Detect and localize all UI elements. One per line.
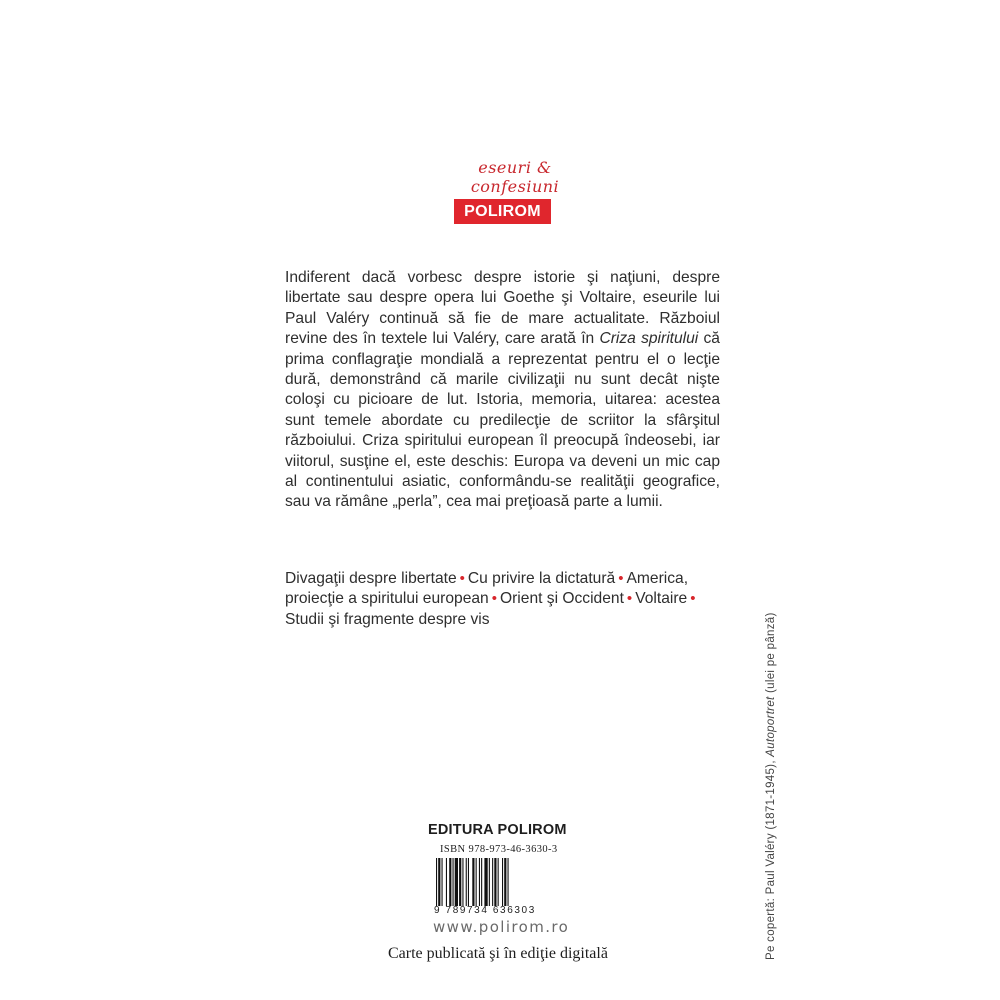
bullet-icon: • <box>459 570 465 587</box>
contents-item: Cu privire la dictatură <box>467 570 616 587</box>
isbn-number: ISBN 978-973-46-3630-3 <box>440 844 558 855</box>
cover-credit-suffix: (ulei pe pânză) <box>765 612 777 697</box>
cover-credit-title: Autoportret <box>765 696 777 757</box>
publisher-logo: POLIROM <box>454 199 551 224</box>
contents-item: Studii şi fragmente despre vis <box>285 610 490 628</box>
description-part-2: că prima conflagraţie mondială a reprezentat pentru el o lecţie dură, demonstrând că marile civilizaţii nu sunt decât nişte coloşi cu picioare de lut. Istoria, memoria, uitarea: acestea sunt temele abordate cu predilecţie de scriitor la sfârşitul războiului. Criza spiritului european îl preocupă îndeosebi, iar viitorul, susţine el, este deschis: Europa va deveni un mic cap al continentului asiatic, conformându-se realităţii geografice, sau va rămâne „perla”, cea mai preţioasă parte a lumii. <box>285 330 720 511</box>
description-work-title: Criza spiritului <box>599 330 699 348</box>
series-name: eseuri & confesiuni <box>470 158 560 196</box>
contents-item: Orient şi Occident <box>499 590 624 608</box>
website-link[interactable]: www.polirom.ro <box>433 918 570 936</box>
digital-edition-note: Carte publicată şi în ediţie digitală <box>388 945 608 962</box>
cover-credit-prefix: Pe copertă: Paul Valéry (1871-1945), <box>765 756 777 960</box>
bullet-icon: • <box>618 570 624 587</box>
contents-item: Divagaţii despre libertate <box>285 570 457 587</box>
description-part-1: Indiferent dacă vorbesc despre istorie şi naţiuni, despre libertate sau despre opera lui Goethe şi Voltaire, eseurile lui Paul Valéry continuă să fie de mare actualitate. Războiul revine des în textele lui Valéry, care arată în <box>285 269 720 348</box>
table-of-contents <box>285 569 725 630</box>
bullet-icon: • <box>626 590 633 608</box>
barcode-digits: 9 789734 636303 <box>434 905 536 916</box>
contents-item: America, proiecţie a spiritului european <box>285 570 689 608</box>
bullet-icon: • <box>491 590 497 608</box>
contents-item: Voltaire <box>635 590 688 608</box>
bullet-icon: • <box>690 590 696 608</box>
publisher-name: EDITURA POLIROM <box>428 822 567 838</box>
book-description <box>285 268 720 513</box>
cover-credit <box>765 612 777 960</box>
barcode-icon <box>434 858 554 906</box>
